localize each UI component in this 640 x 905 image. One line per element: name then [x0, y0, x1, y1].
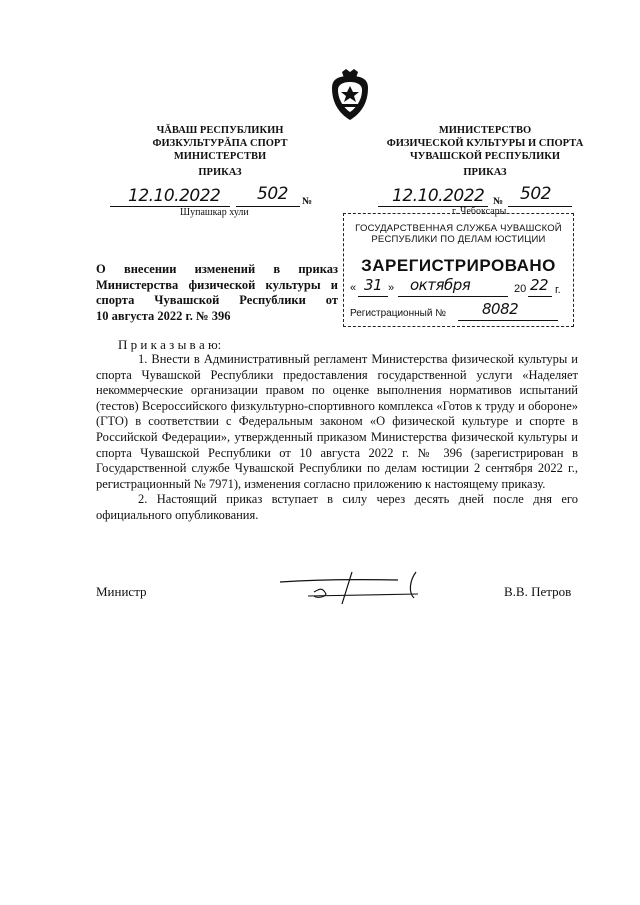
right-number-handwritten: 502: [520, 184, 551, 204]
stamp-year-suffix: г.: [555, 284, 561, 296]
left-header-line3: МИНИСТЕРСТВИ: [173, 151, 267, 162]
stamp-year-prefix: 20: [514, 283, 527, 295]
right-header-line3: ЧУВАШСКОЙ РЕСПУБЛИКИ: [409, 151, 561, 162]
stamp-month-line: [398, 296, 508, 297]
stamp-reg-row: [350, 302, 568, 322]
stamp-title-line1: ГОСУДАРСТВЕННАЯ СЛУЖБА ЧУВАШСКОЙ: [355, 223, 562, 234]
right-number-line: [508, 206, 572, 207]
left-header-line2: ФИЗКУЛЬТУРĂПА СПОРТ: [152, 138, 288, 149]
stamp-day-handwritten: 31: [364, 276, 383, 294]
stamp-open-quote: «: [350, 282, 357, 294]
left-city: Шупашкар хули: [180, 207, 249, 218]
stamp-registered: ЗАРЕГИСТРИРОВАНО: [361, 256, 556, 275]
stamp-reg-label: Регистрационный №: [350, 308, 446, 319]
stamp-year-line: [528, 296, 552, 297]
subject-line4: 10 августа 2022 г. № 396: [96, 308, 231, 323]
right-number-sign: №: [493, 196, 504, 207]
signer-name: В.В. Петров: [504, 584, 572, 599]
right-header: [360, 124, 610, 163]
subject-line1: О внесении изменений в приказ: [96, 262, 338, 276]
subject-line3: спорта Чувашской Республики от: [96, 293, 338, 307]
left-date-handwritten: 12.10.2022: [128, 186, 221, 206]
order-body: [96, 352, 578, 524]
right-date-handwritten: 12.10.2022: [392, 186, 485, 206]
order-paragraph-1: 1. Внести в Административный регламент Министерства физической культуры и спорта Чувашской Республики предоставления государственной услуги «Наделяет некоммерческие организации правом по оценке выполнения нормативов испытаний (тестов) Всероссийского физкультурно-спортивного комплекса «Готов к труду и обороне» (ГТО) в соответствии с Федеральным законом «О физической культуре и спорте в Российской Федерации», утвержденный приказом Министерства физической культуры и спорта Чувашской Республики от 10 августа 2022 г. № 396 (зарегистрирован в Государственной службе Чувашской Республики по делам юстиции 2 сентября 2022 г., регистрационный № 7971), изменения согласно приложению к настоящему приказу.: [96, 352, 578, 491]
stamp-close-quote: »: [388, 282, 395, 294]
order-paragraph-2: 2. Настоящий приказ вступает в силу через десять дней после дня его официального опубликования.: [96, 492, 578, 522]
order-word: П р и к а з ы в а ю:: [118, 337, 222, 352]
right-city: г. Чебоксары: [452, 206, 507, 217]
stamp-title-line2: РЕСПУБЛИКИ ПО ДЕЛАМ ЮСТИЦИИ: [371, 234, 546, 245]
left-prikaz-label: ПРИКАЗ: [198, 167, 242, 178]
stamp-year-handwritten: 22: [530, 276, 549, 294]
stamp-day-line: [358, 296, 388, 297]
signer-position: Министр: [96, 584, 147, 599]
stamp-reg-line: [458, 320, 558, 321]
stamp-month-handwritten: октября: [410, 276, 471, 294]
left-header: [105, 124, 335, 163]
right-header-line1: МИНИСТЕРСТВО: [438, 125, 532, 136]
registration-stamp: [343, 213, 574, 327]
stamp-date-row: [350, 276, 568, 300]
handwritten-signature: [278, 568, 428, 608]
left-header-line1: ЧĂВАШ РЕСПУБЛИКИН: [156, 125, 284, 136]
order-subject: [96, 262, 338, 324]
chuvash-emblem-icon: [326, 68, 374, 124]
right-prikaz-label: ПРИКАЗ: [463, 167, 507, 178]
subject-line2: Министерства физической культуры и: [96, 277, 338, 292]
left-number-handwritten: 502: [257, 184, 288, 204]
right-header-line2: ФИЗИЧЕСКОЙ КУЛЬТУРЫ И СПОРТА: [386, 138, 584, 149]
stamp-reg-number-handwritten: 8082: [482, 300, 519, 318]
left-number-sign: №: [302, 196, 313, 207]
